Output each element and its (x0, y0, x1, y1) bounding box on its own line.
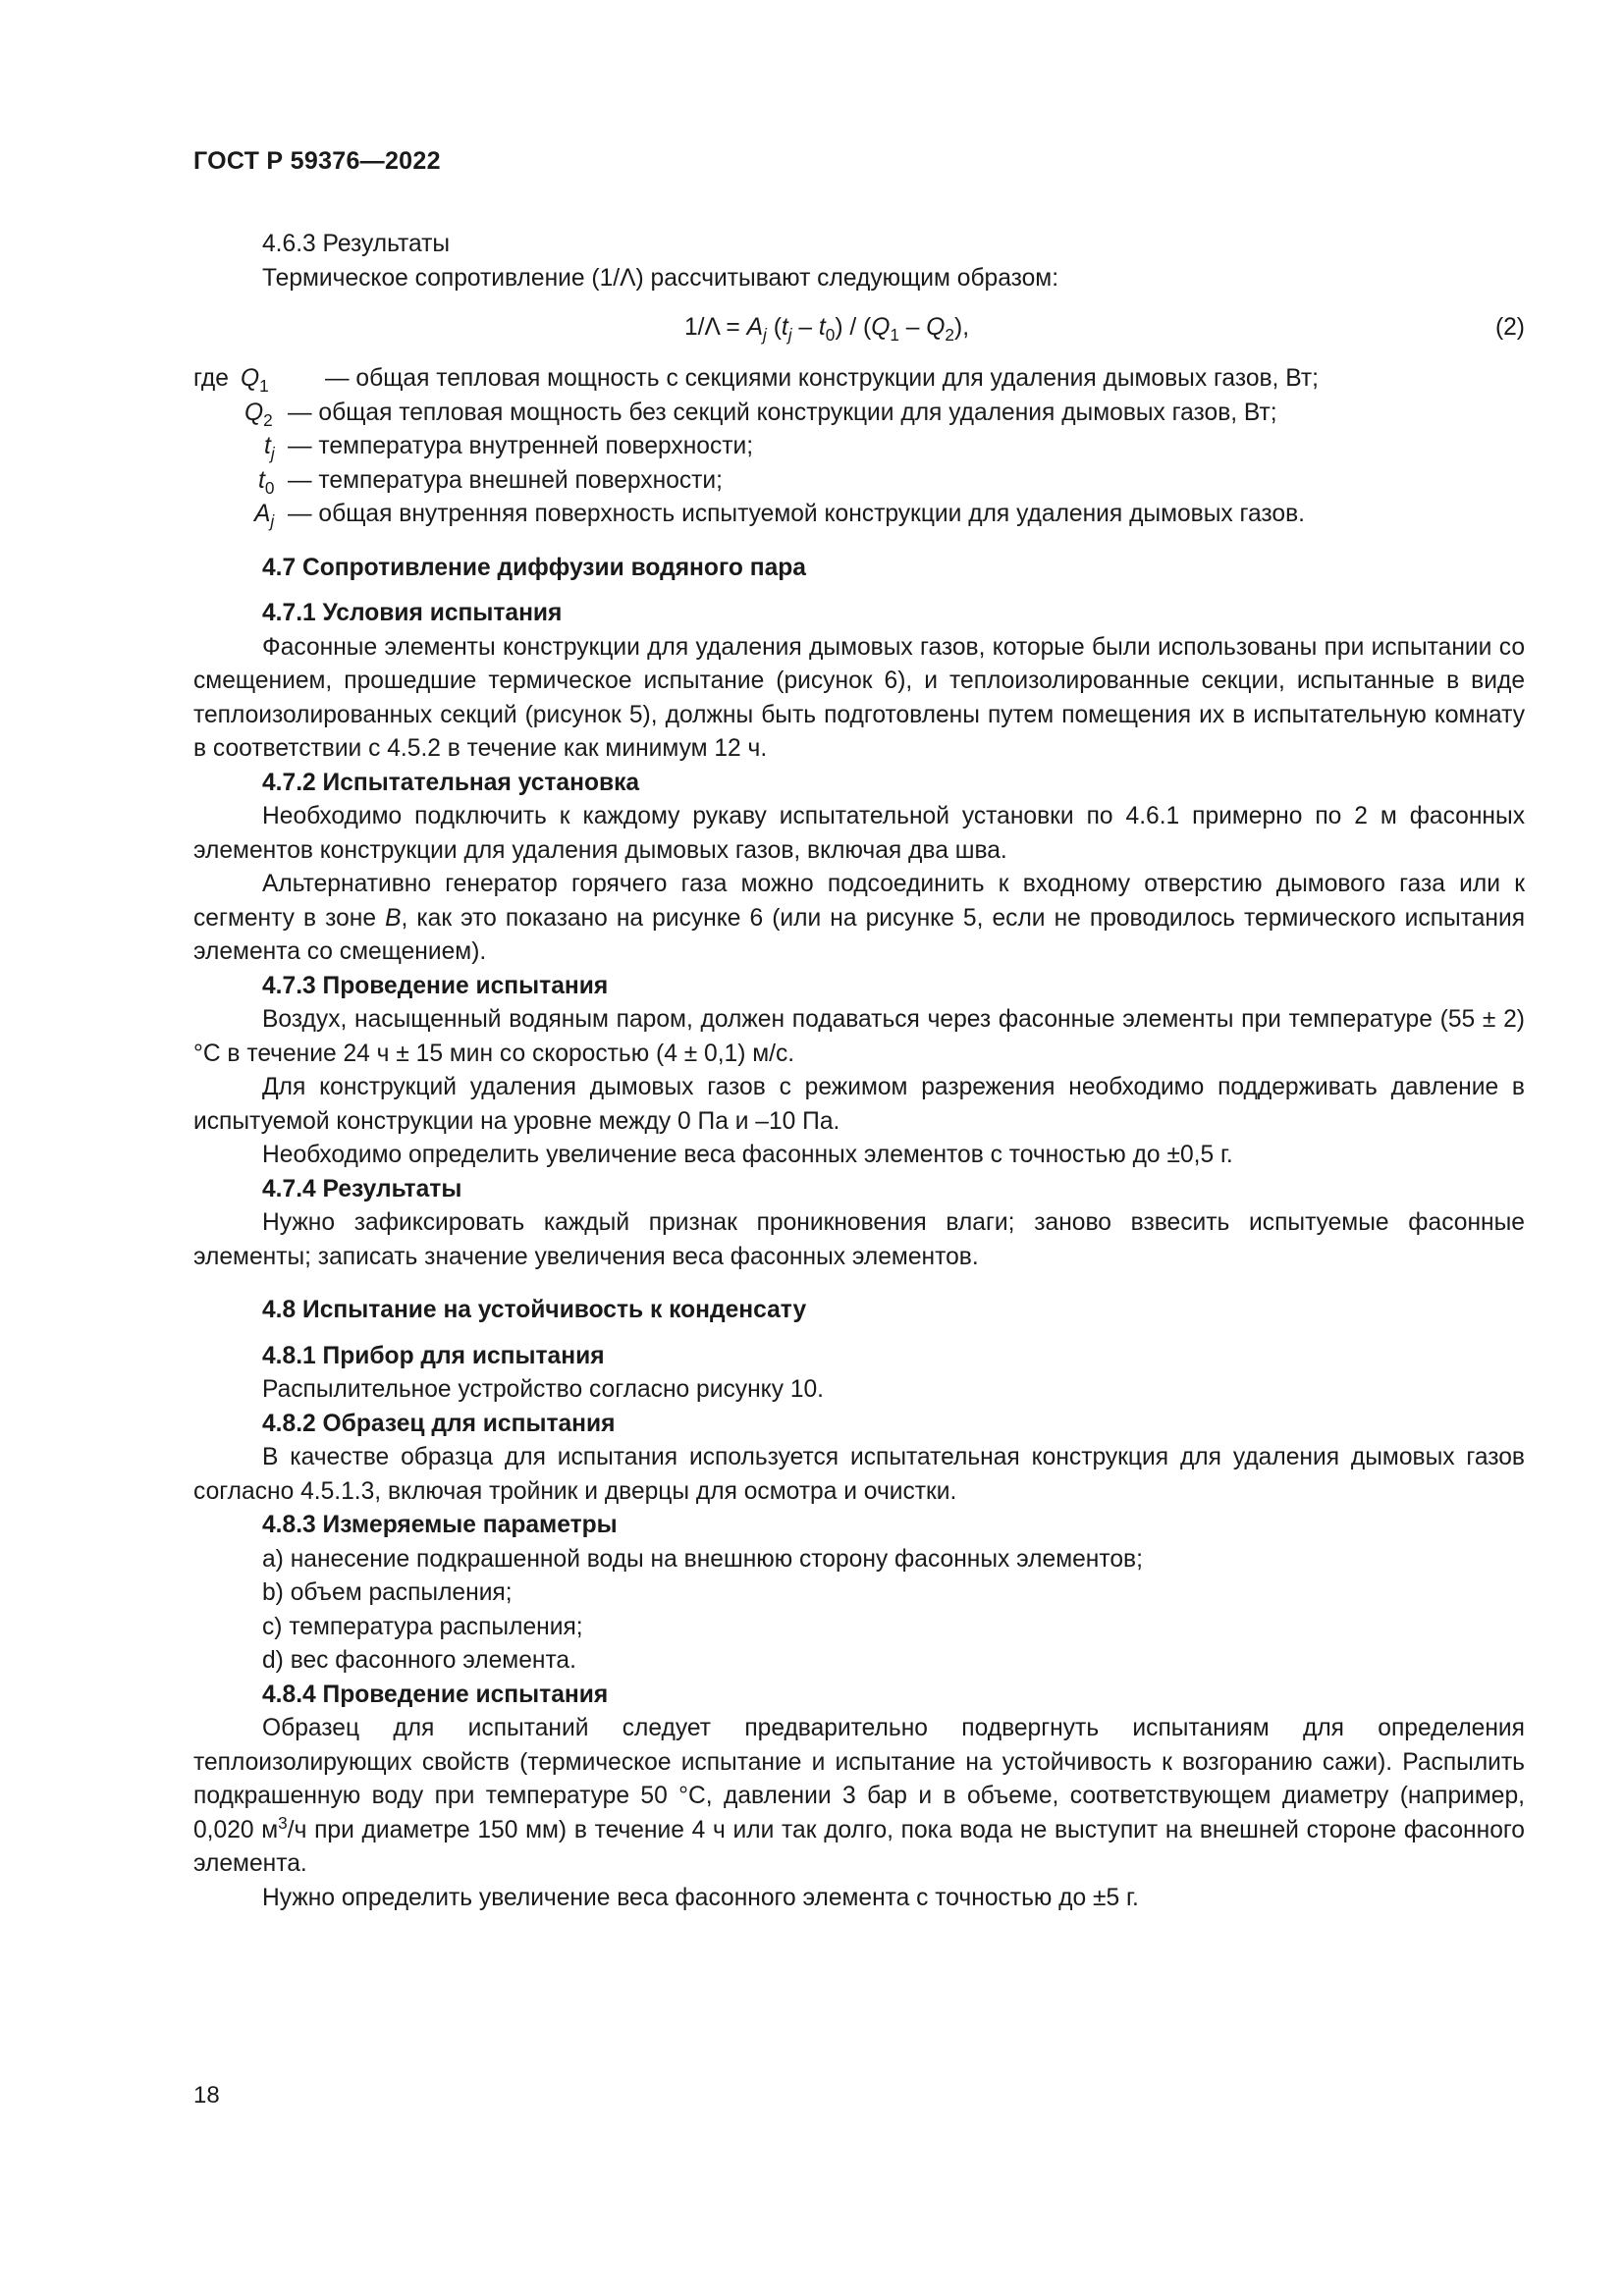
where-list (193, 362, 1525, 532)
section-4-7-2-paragraph-1: Необходимо подключить к каждому рукаву испытательной установки по 4.6.1 примерно по 2 м фасонных элементов конструкции для удаления дымовых газов, включая два шва. (193, 803, 1525, 864)
section-4-7-2-title: 4.7.2 Испытательная установка (262, 769, 640, 796)
section-4-8-4-paragraph-2: Нужно определить увеличение веса фасонного элемента с точностью до ±5 г. (262, 1884, 1139, 1911)
section-4-8-2-title: 4.8.2 Образец для испытания (262, 1410, 616, 1437)
section-4-8-2-paragraph: В качестве образца для испытания используется испытательная конструкция для удаления дымовых газов согласно 4.5.1.3, включая тройник и дверцы для осмотра и очистки. (193, 1444, 1525, 1505)
list-item: с) температура распыления; (262, 1613, 583, 1640)
section-4-7-1-paragraph: Фасонные элементы конструкции для удаления дымовых газов, которые были использованы при испытании со смещением, прошедшие термическое испытание (рисунок 6), и теплоизолированные секции, испытанные в виде теплоизолированных секций (рисунок 5), должны быть подготовлены путем помещения их в испытательную комнату в соответствии с 4.5.2 в течение как минимум 12 ч. (193, 633, 1525, 762)
section-4-7-4-title: 4.7.4 Результаты (262, 1175, 462, 1202)
list-item: b) объем распыления; (262, 1579, 513, 1606)
list-item: а) нанесение подкрашенной воды на внешнюю сторону фасонных элементов; (262, 1545, 1143, 1573)
section-4-8-4-title: 4.8.4 Проведение испытания (262, 1681, 609, 1708)
section-4-8-3-title: 4.8.3 Измеряемые параметры (262, 1512, 618, 1538)
section-4-8-1-paragraph: Распылительное устройство согласно рисунку 10. (262, 1376, 825, 1403)
formula-2: $1/\Lambda = A_j$ $(t_j - t_0) / (Q_1 - Q_2)$, (684, 314, 970, 345)
page-number: 18 (193, 2082, 220, 2109)
where-word: где (193, 365, 229, 392)
section-4-7-2-paragraph-2: Альтернативно генератор горячего газа можно подсоединить к входному отверстию дымового газа или к сегменту в зоне B, как это показано на рисунке 6 (или на рисунке 5, если не проводилось термического испытания элемента со смещением). (193, 871, 1526, 965)
section-4-6-3-title: 4.6.3 Результаты (262, 231, 451, 257)
list-item: d) вес фасонного элемента. (262, 1647, 576, 1674)
where-item: $t_j$ — температура внутренней поверхности; (264, 433, 754, 463)
where-item: где $Q_1$ — общая тепловая мощность с секциями конструкции для удаления дымовых газов, Вт; (193, 362, 1525, 397)
section-4-8-1-title: 4.8.1 Прибор для испытания (262, 1342, 605, 1369)
section-4-7-3-title: 4.7.3 Проведение испытания (262, 972, 609, 999)
section-4-7-3-paragraph-3: Необходимо определить увеличение веса фасонных элементов с точностью до ±0,5 г. (262, 1142, 1233, 1168)
section-4-8-title: 4.8 Испытание на устойчивость к конденсату (262, 1297, 807, 1323)
where-item: $t_0$ — температура внешней поверхности; (258, 466, 723, 498)
section-4-7-1-title: 4.7.1 Условия испытания (262, 600, 563, 626)
section-4-7-3-paragraph-1: Воздух, насыщенный водяным паром, должен подаваться через фасонные элементы при температуре (55 ± 2) °С в течение 24 ч ± 15 мин со скоростью (4 ± 0,1) м/с. (193, 1006, 1525, 1067)
document-body (193, 228, 1525, 1915)
section-4-7-3-paragraph-2: Для конструкций удаления дымовых газов с режимом разрежения необходимо поддерживать давление в испытуемой конструкции на уровне между 0 Па и –10 Па. (193, 1074, 1525, 1135)
document-header: ГОСТ Р 59376—2022 (193, 147, 441, 175)
section-4-7-4-paragraph: Нужно зафиксировать каждый признак проникновения влаги; заново взвесить испытуемые фасонные элементы; записать значение увеличения веса фасонных элементов. (193, 1209, 1525, 1270)
section-4-6-3-intro: Термическое сопротивление (1/Λ) рассчитывают следующим образом: (262, 264, 1059, 292)
equation-number: (2) (1494, 314, 1525, 341)
formula-row (193, 303, 1525, 356)
where-item: $Q_2$ — общая тепловая мощность без секций конструкции для удаления дымовых газов, Вт; (244, 399, 1277, 430)
where-item: $A_j$ — общая внутренняя поверхность испытуемой конструкции для удаления дымовых газов. (254, 501, 1305, 531)
section-4-8-4-paragraph-1: Образец для испытаний следует предварительно подвергнуть испытаниям для определения теплоизолирующих свойств (термическое испытание и испытание на устойчивость к возгоранию сажи). Распылить подкрашенную воду при температуре 50 °С, давлении 3 бар и в объеме, соответствующем диаметру (например, 0,020 $м^3/ч$ при диаметре 150 мм) в течение 4 ч или так долго, пока вода не выступит на внешней стороне фасонного элемента. (193, 1715, 1525, 1877)
section-4-7-title: 4.7 Сопротивление диффузии водяного пара (262, 554, 806, 581)
